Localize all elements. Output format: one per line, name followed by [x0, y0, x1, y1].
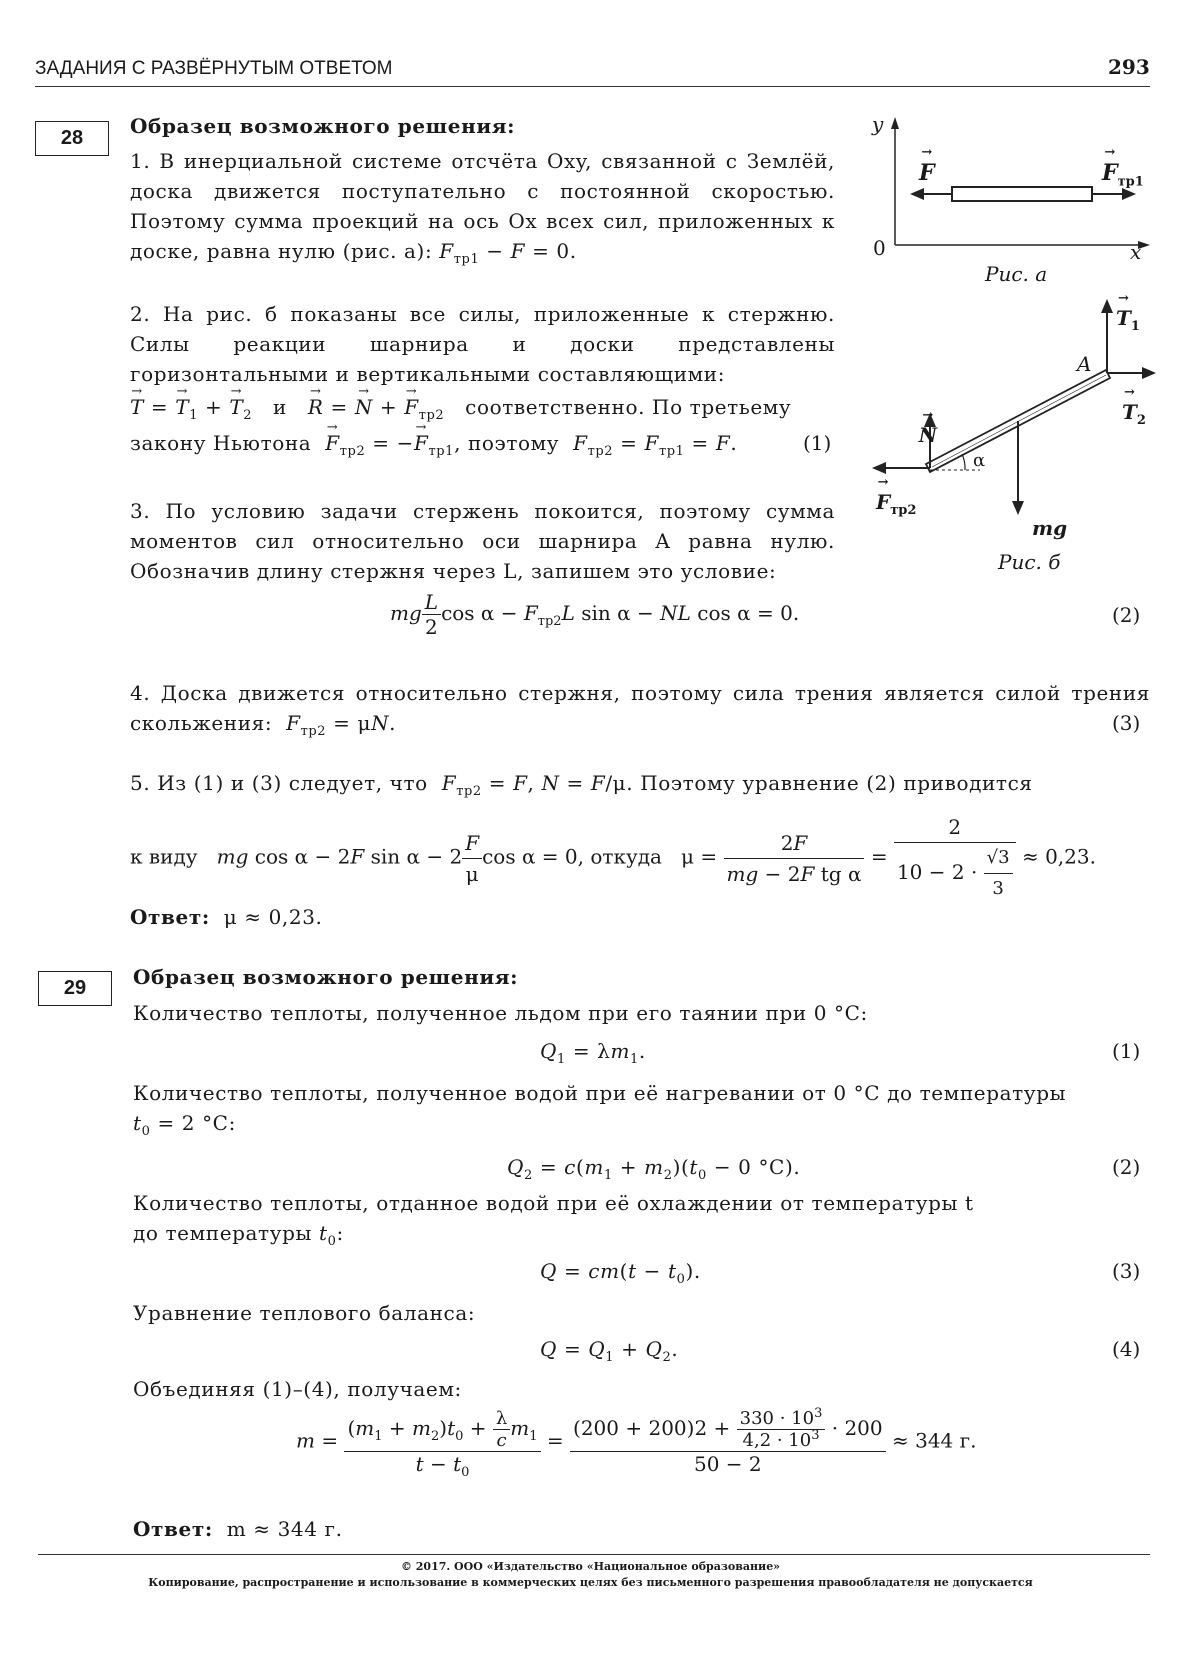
task28-heading: Образец возможного решения: — [130, 114, 516, 138]
task28-vector-relations: → T = → $T_1$ + → $T_2$ и → R = → N + → $F_{тр2}$ соответственно. По третьему — [130, 392, 835, 422]
fig-a-label-x: x — [1130, 240, 1142, 264]
fig-a-board — [952, 187, 1092, 201]
fig-b-label-T2: → $T_2$ — [1122, 400, 1146, 424]
task28-eq2: mg $\frac{L}{2}$ $\cos \alpha - F_{тр2}L$ sin α − NL cos α = 0. — [390, 590, 800, 639]
page-number: 293 — [1108, 55, 1150, 79]
task29-eq4-number: (4) — [1112, 1337, 1141, 1361]
task28-paragraph-4: 4. Доска движется относительно стержня, поэтому сила трения является силой трения скольжения: $F_{тр2} = \mu N$. — [130, 681, 1150, 739]
task-number-28: 28 — [35, 121, 109, 156]
task28-eq1-number: (1) — [803, 431, 832, 455]
fig-a-origin: 0 — [873, 236, 886, 260]
fig-b-alpha-arc — [962, 454, 965, 470]
fig-b-label-N: → N — [919, 423, 937, 447]
task28-final-formula: к виду mg cos α − 2F sin α − 2 $\frac{F}{\mu}$ cos α = 0, откуда μ = $\frac{2F}{\text{mg − 2F tg α}}$ = 2 10 − 2 · $\frac{√3}{3}$ ≈ 0,23. — [130, 812, 1096, 904]
fig-b-label-T1: → $T_1$ — [1116, 306, 1140, 330]
fig-b-label-Ftr2: → $F_{тр2}$ — [876, 490, 916, 514]
fig-a-caption: Рис. а — [985, 262, 1048, 286]
task29-eq1-number: (1) — [1112, 1039, 1141, 1063]
task29-paragraph-2b: $t_0 = 2$ °C: — [133, 1111, 236, 1139]
task-number-29: 29 — [38, 971, 112, 1006]
task28-eq2-number: (2) — [1112, 603, 1141, 627]
fig-a-force-left-head — [910, 188, 924, 200]
task28-paragraph-3: 3. По условию задачи стержень покоится, поэтому сумма моментов сил относительно оси шарнира A равна нулю. Обозначив длину стержня через L, запишем это условие: — [130, 499, 835, 583]
footer-copyright: © 2017. ООО «Издательство «Национальное образование» — [400, 1560, 781, 1573]
fig-a-y-arrow — [891, 117, 899, 129]
task29-eq3: $Q = cm(t - t_0)$. — [540, 1259, 701, 1287]
task29-final-formula: m = $(m_1 + m_2)t_0$ + $\frac{\lambda}{c}$ $m_1$ $t - t_0$ = (200 + 200)2 + $\frac{330 \cdot 10^3}{4,2 \cdot 10^3}$ · 200 50 − 2 ≈ 344 г. — [296, 1406, 977, 1480]
fig-b-Ftr2-head — [872, 462, 886, 474]
fig-a-label-y: y — [872, 112, 884, 136]
task29-paragraph-4: Уравнение теплового баланса: — [133, 1301, 476, 1325]
fig-b-mg-head — [1012, 501, 1024, 515]
task29-answer: Ответ: m ≈ 344 г. — [133, 1517, 343, 1541]
fig-b-caption: Рис. б — [998, 550, 1061, 574]
task28-eq3-number: (3) — [1112, 711, 1141, 735]
header-rule — [35, 86, 1150, 87]
task29-eq4: $Q = Q_1 + Q_2$. — [540, 1337, 679, 1365]
fig-b-label-alpha: α — [973, 450, 986, 471]
task28-paragraph-1: 1. В инерциальной системе отсчёта Oxy, связанной с Землёй, доска движется поступательно с постоянной скоростью. Поэтому сумма проекций на ось Ox всех сил, приложенных к доске, равна нулю (рис. а): $F_{тр1} - F = 0$. — [130, 149, 835, 267]
fig-b-T2-head — [1142, 367, 1156, 379]
task29-eq2: $Q_2 = c(m_1 + m_2)(t_0 - 0$ °C). — [507, 1155, 801, 1183]
task29-paragraph-3: Количество теплоты, отданное водой при её охлаждении от температуры t — [133, 1191, 974, 1215]
fig-a-force-right-head — [1122, 188, 1136, 200]
task28-answer: Ответ: μ ≈ 0,23. — [130, 905, 323, 929]
task29-paragraph-1: Количество теплоты, полученное льдом при его таянии при 0 °C: — [133, 1001, 868, 1025]
task29-heading: Образец возможного решения: — [133, 965, 519, 989]
fig-b-label-mg: mg — [1032, 516, 1068, 540]
fig-b-T1-head — [1101, 299, 1113, 313]
task28-paragraph-2: 2. На рис. б показаны все силы, приложенные к стержню. Силы реакции шарнира и доски представлены горизонтальными и вертикальными составляющими: — [130, 302, 835, 386]
task29-eq1: $Q_1 = \lambda m_1$. — [540, 1039, 646, 1067]
task29-paragraph-3b: до температуры $t_0$: — [133, 1221, 344, 1249]
task28-newton-law: закону Ньютона → $F_{тр2}$ = −→ $F_{тр1}$, поэтому $F_{тр2} = F_{тр1} = F$. — [130, 428, 835, 458]
footer-notice: Копирование, распространение и использование в коммерческих целях без письменного разрешения правообладателя не допускается — [148, 1576, 1033, 1589]
task29-paragraph-5: Объединяя (1)–(4), получаем: — [133, 1377, 462, 1401]
fig-a-label-Ftr1: → $F_{тр1}$ — [1102, 160, 1144, 186]
task29-paragraph-2: Количество теплоты, полученное водой при её нагревании от 0 °C до температуры — [133, 1081, 1067, 1105]
fig-a-label-F: → F — [919, 160, 935, 186]
running-header: ЗАДАНИЯ С РАЗВЁРНУТЫМ ОТВЕТОМ — [35, 58, 393, 79]
task29-eq2-number: (2) — [1112, 1155, 1141, 1179]
task29-eq3-number: (3) — [1112, 1259, 1141, 1283]
footer-rule — [38, 1554, 1150, 1555]
task28-paragraph-5: 5. Из (1) и (3) следует, что $F_{тр2} = F$, N = F/μ. Поэтому уравнение (2) приводится — [130, 771, 1033, 799]
fig-b-label-A: A — [1077, 352, 1092, 376]
